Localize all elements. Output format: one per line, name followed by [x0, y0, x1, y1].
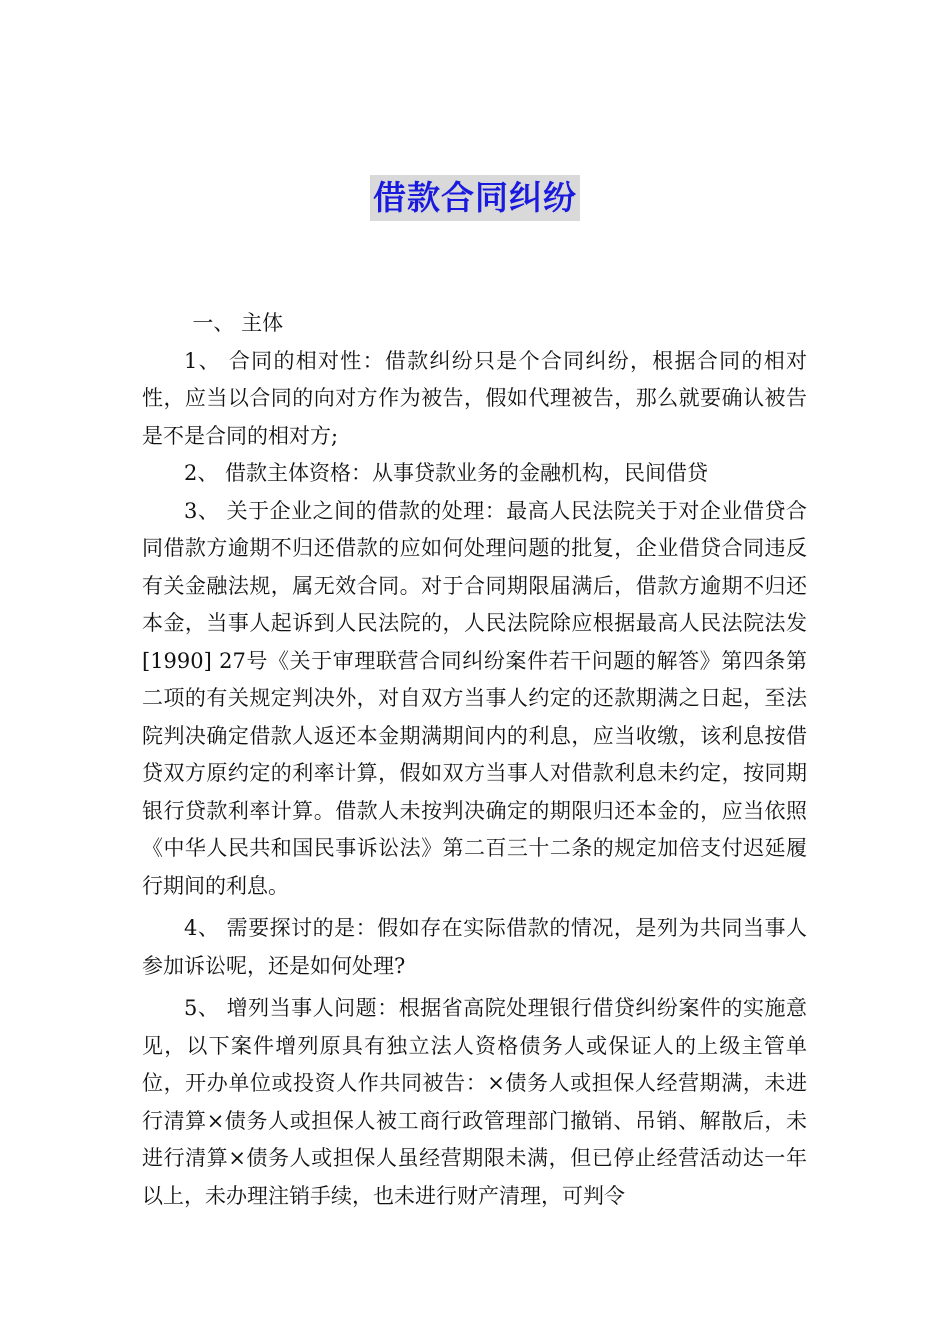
- section-heading: 一、 主体: [192, 311, 284, 335]
- title-container: [0, 175, 950, 221]
- paragraph-2: 2、 借款主体资格：从事贷款业务的金融机构，民间借贷: [184, 461, 709, 485]
- document-body: [142, 305, 807, 1215]
- document-title: 借款合同纠纷: [370, 175, 580, 221]
- paragraph-5: 5、 增列当事人问题：根据省高院处理银行借贷纠纷案件的实施意见，以下案件增列原具有独立法人资格债务人或保证人的上级主管单位，开办单位或投资人作共同被告：×债务人或担保人经营期满，未进行清算×债务人或担保人被工商行政管理部门撤销、吊销、解散后，未进行清算×债务人或担保人虽经营期限未满，但已停止经营活动达一年以上，未办理注销手续，也未进行财产清理，可判令: [142, 996, 807, 1208]
- paragraph-3: 3、 关于企业之间的借款的处理：最高人民法院关于对企业借贷合同借款方逾期不归还借款的应如何处理问题的批复，企业借贷合同违反有关金融法规，属无效合同。对于合同期限届满后，借款方逾期不归还本金，当事人起诉到人民法院的，人民法院除应根据最高人民法院法发[1990] 27号《关于审理联营合同纠纷案件若干问题的解答》第四条第二项的有关规定判决外，对自双方当事人约定的还款期满之日起，至法院判决确定借款人返还本金期满期间内的利息，应当收缴，该利息按借贷双方原约定的利率计算，假如双方当事人对借款利息未约定，按同期银行贷款利率计算。借款人未按判决确定的期限归还本金的，应当依照《中华人民共和国民事诉讼法》第二百三十二条的规定加倍支付迟延履行期间的利息。: [142, 498, 807, 898]
- paragraph-1: 1、 合同的相对性：借款纠纷只是个合同纠纷，根据合同的相对性，应当以合同的向对方作为被告，假如代理被告，那么就要确认被告是不是合同的相对方;: [142, 348, 807, 448]
- paragraph-4: 4、 需要探讨的是：假如存在实际借款的情况，是列为共同当事人参加诉讼呢，还是如何处理?: [142, 916, 807, 978]
